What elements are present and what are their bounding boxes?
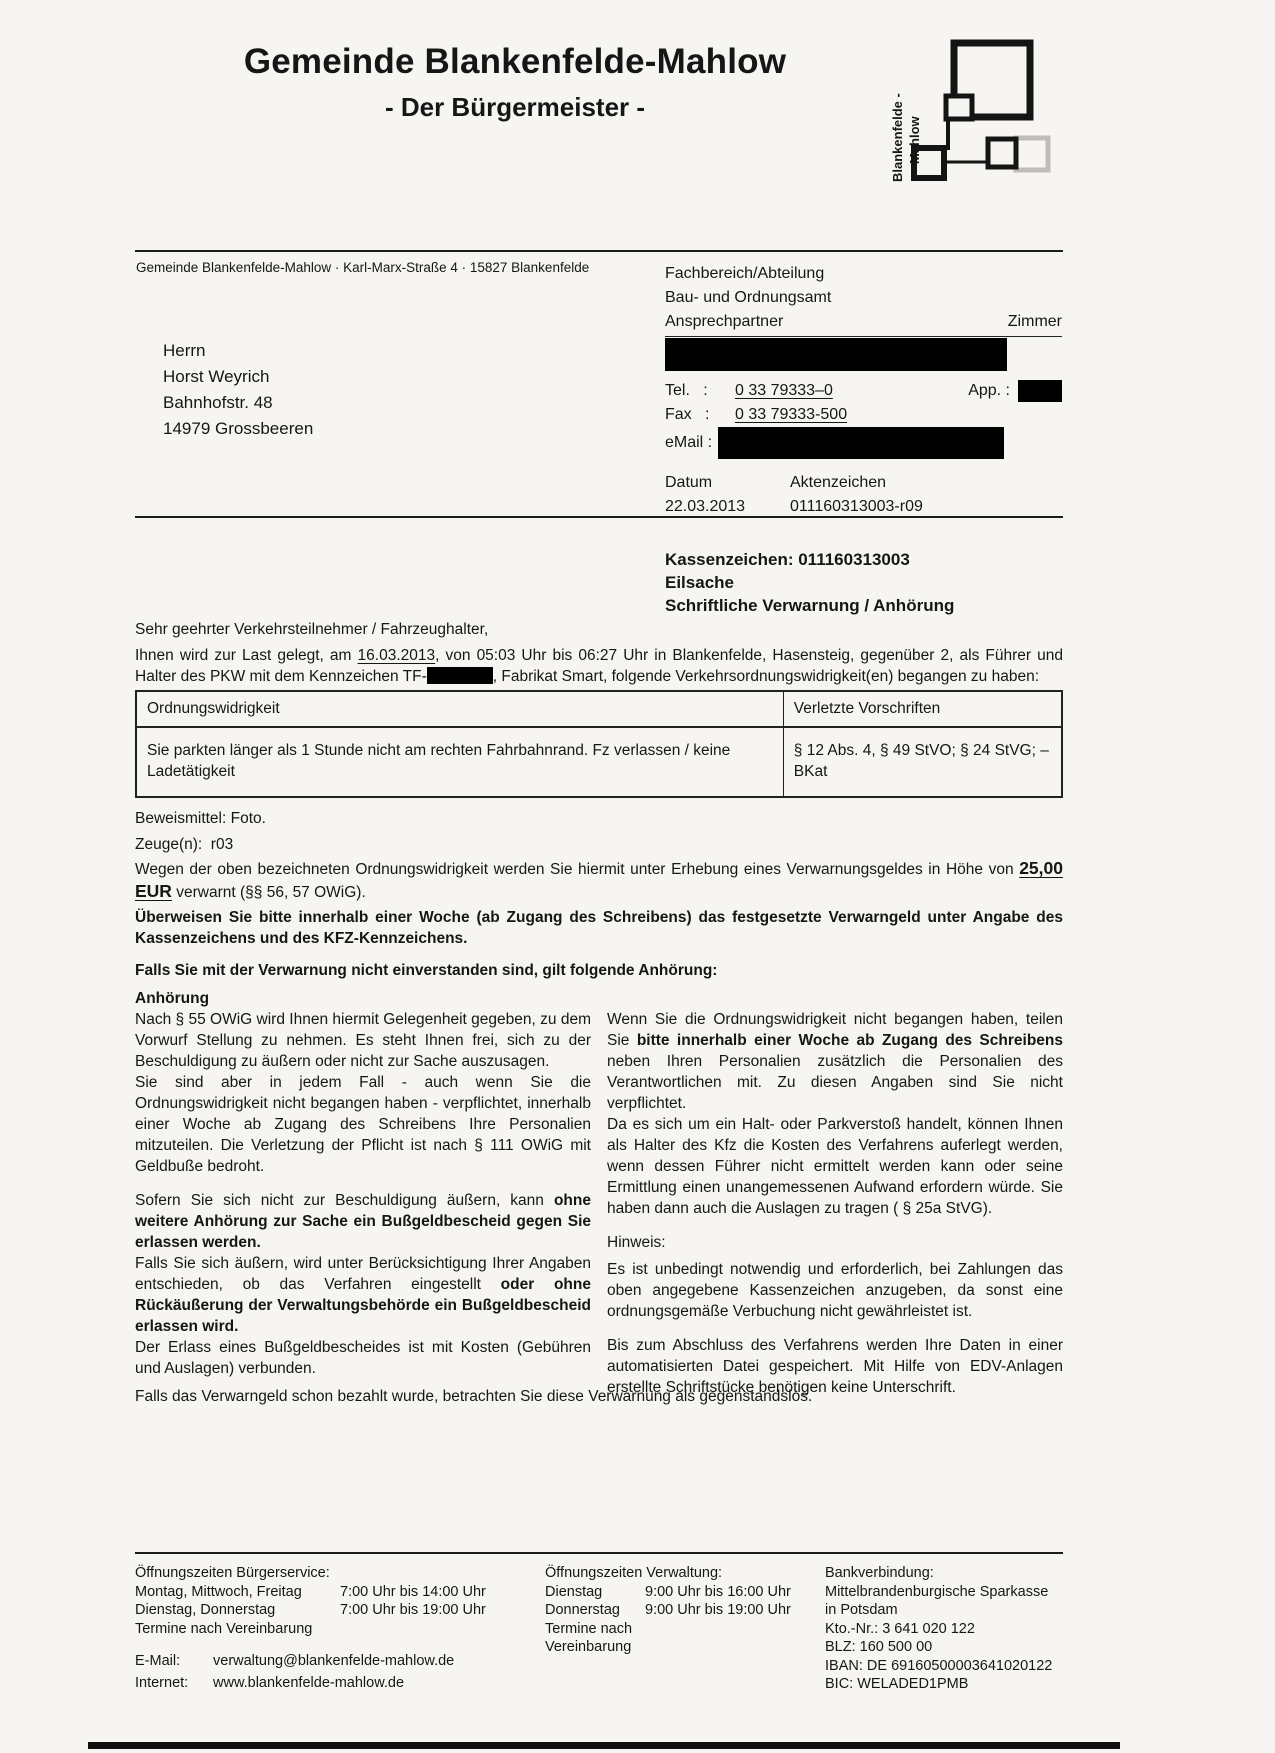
contact-person-label: Ansprechpartner xyxy=(665,313,784,330)
redacted-email xyxy=(718,427,1004,459)
footer-email-row xyxy=(135,1650,454,1672)
reference-block xyxy=(665,548,954,617)
email-label: eMail : xyxy=(665,434,713,451)
violation-table xyxy=(135,690,1063,798)
fine-text-post: verwarnt (§§ 56, 57 OWiG). xyxy=(171,883,366,901)
left-paragraph-4 xyxy=(135,1253,591,1337)
department-label: Fachbereich/Abteilung xyxy=(665,265,825,282)
right-p1-bold: bitte innerhalb einer Woche ab Zugang des Schreibens xyxy=(636,1032,1063,1049)
date-label: Datum xyxy=(665,474,713,491)
accusation-paragraph xyxy=(135,646,1063,687)
left-p4-bold: oder ohne Rückäußerung der Verwaltungsbehörde ein Bußgeldbescheid erlassen wird. xyxy=(135,1276,591,1335)
fine-amount: 25,00 EUR xyxy=(135,858,1063,901)
phone-value: 0 33 79333–0 xyxy=(735,382,833,399)
left-paragraph-2: Sie sind aber in jedem Fall - auch wenn Sie die Ordnungswidrigkeit nicht begangen haben - verpflichtet, innerhalb einer Woche ab Zugang des Schreibens Ihre Personalien mitzuteilen. Die Verletzung der Pflicht ist nach § 111 OWiG mit Geldbuße bedroht. xyxy=(135,1074,591,1175)
evidence-line: Beweismittel: Foto. xyxy=(135,810,266,827)
verwaltung-days-2: Donnerstag xyxy=(545,1602,620,1618)
verwaltung-days-1: Dienstag xyxy=(545,1583,603,1600)
fax-row xyxy=(665,403,1062,427)
buergerservice-hours-2: 7:00 Uhr bis 19:00 Uhr xyxy=(340,1602,486,1618)
file-number-label: Aktenzeichen xyxy=(790,474,887,491)
recipient-name: Horst Weyrich xyxy=(163,367,270,386)
bank-bic: BIC: WELADED1PMB xyxy=(825,1676,969,1692)
recipient-city: 14979 Grossbeeren xyxy=(163,419,314,438)
left-paragraph-1: Nach § 55 OWiG wird Ihnen hiermit Gelegenheit gegeben, zu dem Vorwurf Stellung zu nehmen. Es steht Ihnen frei, sich zu der Beschuldigung zu äußern oder nicht zur Sache auszusagen. xyxy=(135,1011,591,1070)
letter-header xyxy=(135,42,895,123)
right-p1-pre: Wenn Sie die Ordnungswidrigkeit nicht begangen haben, teilen Sie xyxy=(607,1011,1063,1049)
footer-internet-row xyxy=(135,1672,454,1694)
right-paragraph-2: Da es sich um ein Halt- oder Parkverstoß handelt, können Ihnen als Halter des Kfz die Kosten des Verfahrens auferlegt werden, wenn dessen Führer nicht ermittelt werden kann oder seine Ermittlung einen unangemessenen Aufwand erfordern würde. Sie haben dann auch die Auslagen zu tragen ( § 25a StVG). xyxy=(607,1116,1063,1217)
recipient-salutation: Herrn xyxy=(163,341,206,360)
evidence-block xyxy=(135,806,266,858)
closing-line: Falls das Verwarngeld schon bezahlt wurde, betrachten Sie diese Verwarnung als gegenstandslos. xyxy=(135,1388,813,1405)
redacted-extension xyxy=(1018,380,1062,402)
anhoerung-heading: Anhörung xyxy=(135,990,210,1007)
violation-description: Sie parkten länger als 1 Stunde nicht am rechten Fahrbahnrand. Fz verlassen / keine Ladetätigkeit xyxy=(137,728,784,796)
subject-line: Schriftliche Verwarnung / Anhörung xyxy=(665,596,955,615)
verwaltung-row-2 xyxy=(545,1601,825,1620)
buergerservice-title: Öffnungszeiten Bürgerservice: xyxy=(135,1565,330,1581)
hearing-left-column xyxy=(135,988,591,1398)
page-title: Gemeinde Blankenfelde-Mahlow xyxy=(243,42,787,81)
buergerservice-days-1: Montag, Mittwoch, Freitag xyxy=(135,1583,302,1600)
email-row xyxy=(665,427,1062,459)
footer-internet-value: www.blankenfelde-mahlow.de xyxy=(213,1675,405,1691)
violated-provisions: § 12 Abs. 4, § 49 StVO; § 24 StVG; – BKat xyxy=(793,742,1049,780)
accusation-seg1: Ihnen wird zur Last gelegt, am xyxy=(135,647,358,664)
verwaltung-hours-1: 9:00 Uhr bis 16:00 Uhr xyxy=(645,1583,791,1600)
violation-table-header-row xyxy=(137,692,1061,728)
file-number-value: 011160313003-r09 xyxy=(790,498,923,515)
salutation: Sehr geehrter Verkehrsteilnehmer / Fahrzeughalter, xyxy=(135,621,489,638)
phone-row xyxy=(665,379,1062,403)
buergerservice-days-3: Termine nach Vereinbarung xyxy=(135,1620,313,1637)
contact-block xyxy=(665,262,1062,519)
hearing-heading: Falls Sie mit der Verwarnung nicht einverstanden sind, gilt folgende Anhörung: xyxy=(135,962,718,979)
department-value: Bau- und Ordnungsamt xyxy=(665,289,832,306)
violation-table-row xyxy=(137,728,1061,796)
right-paragraph-1 xyxy=(607,1009,1063,1114)
kassenzeichen-line: Kassenzeichen: 011160313003 xyxy=(665,550,910,569)
municipality-logo xyxy=(888,34,1056,191)
extension-label: App. : xyxy=(968,382,1010,399)
reference-divider xyxy=(135,516,1063,518)
buergerservice-days-2: Dienstag, Donnerstag xyxy=(135,1602,276,1618)
squares-logo-icon xyxy=(888,34,1056,186)
phone-label: Tel. : xyxy=(665,382,708,399)
date-file-grid xyxy=(665,471,1062,519)
hearing-columns xyxy=(135,988,1063,1398)
col-header-provisions: Verletzte Vorschriften xyxy=(793,700,941,717)
footer-contact-lines xyxy=(135,1650,454,1694)
footer-internet-label: Internet: xyxy=(135,1675,189,1691)
bank-name: Mittelbrandenburgische Sparkasse xyxy=(825,1583,1049,1600)
redacted-plate-number xyxy=(427,667,493,684)
left-paragraph-3 xyxy=(135,1190,591,1253)
logo-text-line2: Mahlow xyxy=(907,116,922,164)
recipient-street: Bahnhofstr. 48 xyxy=(163,393,273,412)
left-p3-bold: ohne weitere Anhörung zur Sache ein Bußgeldbescheid gegen Sie erlassen werden. xyxy=(135,1192,591,1251)
bank-city: in Potsdam xyxy=(825,1602,898,1618)
left-p3-pre: Sofern Sie sich nicht zur Beschuldigung äußern, kann xyxy=(135,1192,554,1209)
bank-iban: IBAN: DE 69160500003641020122 xyxy=(825,1657,1053,1674)
urgency-line: Eilsache xyxy=(665,573,734,592)
footer-verwaltung xyxy=(545,1564,825,1694)
buergerservice-row-2 xyxy=(135,1601,545,1620)
accusation-seg2: , von 05:03 Uhr bis 06:27 Uhr in Blankenfelde, Hasensteig, gegenüber 2, als Führer und Halter des PKW mit dem Kennzeichen TF- xyxy=(135,647,1063,685)
redacted-contact-person xyxy=(665,338,1007,371)
bank-title: Bankverbindung: xyxy=(825,1565,934,1581)
address-zone-divider xyxy=(135,250,1063,252)
fine-paragraph xyxy=(135,858,1063,903)
page-bottom-bar xyxy=(88,1742,1120,1749)
right-p1-post: neben Ihren Personalien zusätzlich die Personalien des Verantwortlichen mit. Zu diesen Angaben sind Sie nicht verpflichtet. xyxy=(607,1053,1063,1112)
footer-email-value: verwaltung@blankenfelde-mahlow.de xyxy=(213,1653,455,1669)
contact-person-row xyxy=(665,310,1062,337)
fax-label: Fax : xyxy=(665,406,710,423)
right-paragraph-3: Es ist unbedingt notwendig und erforderlich, bei Zahlungen das oben angegebene Kassenzeichen anzugeben, da sonst eine ordnungsgemäße Verbuchung nicht gewährleistet ist. xyxy=(607,1261,1063,1320)
footer-email-label: E-Mail: xyxy=(135,1653,181,1669)
witness-line: Zeuge(n): r03 xyxy=(135,836,234,853)
offense-date: 16.03.2013 xyxy=(357,647,436,664)
col-header-violation: Ordnungswidrigkeit xyxy=(137,692,784,726)
verwaltung-hours-2: 9:00 Uhr bis 19:00 Uhr xyxy=(645,1602,791,1618)
footer-bank xyxy=(825,1564,1063,1694)
bank-blz: BLZ: 160 500 00 xyxy=(825,1639,933,1655)
hint-label: Hinweis: xyxy=(607,1234,666,1251)
footer-divider xyxy=(135,1552,1063,1554)
logo-text-line1: Blankenfelde - xyxy=(890,93,905,182)
right-paragraph-4: Bis zum Abschluss des Verfahrens werden Ihre Daten in einer automatisierten Datei gespeichert. Mit Hilfe von EDV-Anlagen erstellte Schriftstücke benötigen keine Unterschrift. xyxy=(607,1337,1063,1396)
left-paragraph-5: Der Erlass eines Bußgeldbescheides ist mit Kosten (Gebühren und Auslagen) verbunden. xyxy=(135,1339,591,1377)
verwaltung-row-3 xyxy=(545,1620,825,1657)
date-value: 22.03.2013 xyxy=(665,498,746,515)
room-label: Zimmer xyxy=(1007,313,1062,330)
sender-line: Gemeinde Blankenfelde-Mahlow · Karl-Marx-Straße 4 · 15827 Blankenfelde xyxy=(136,260,590,275)
recipient-address xyxy=(163,338,313,442)
fax-value: 0 33 79333-500 xyxy=(735,406,848,423)
fine-text-pre: Wegen der oben bezeichneten Ordnungswidrigkeit werden Sie hiermit unter Erhebung eines Verwarnungsgeldes in Höhe von xyxy=(135,861,1020,878)
hearing-right-column xyxy=(607,988,1063,1398)
bank-account: Kto.-Nr.: 3 641 020 122 xyxy=(825,1620,975,1637)
verwaltung-days-3: Termine nach Vereinbarung xyxy=(545,1620,633,1655)
left-p4-pre: Falls Sie sich äußern, wird unter Berücksichtigung Ihrer Angaben entschieden, ob das Verfahren eingestellt xyxy=(135,1255,591,1293)
page-subtitle: - Der Bürgermeister - xyxy=(384,92,646,122)
buergerservice-row-1 xyxy=(135,1583,545,1602)
verwaltung-row-1 xyxy=(545,1583,825,1602)
buergerservice-hours-1: 7:00 Uhr bis 14:00 Uhr xyxy=(340,1583,486,1600)
buergerservice-row-3 xyxy=(135,1620,545,1639)
payment-instruction: Überweisen Sie bitte innerhalb einer Woche (ab Zugang des Schreibens) das festgesetzte Verwarngeld unter Angabe des Kassenzeichens und des KFZ-Kennzeichens. xyxy=(135,909,1063,947)
verwaltung-title: Öffnungszeiten Verwaltung: xyxy=(545,1565,723,1581)
accusation-seg3: , Fabrikat Smart, folgende Verkehrsordnungswidrigkeit(en) begangen zu haben: xyxy=(492,667,1040,685)
